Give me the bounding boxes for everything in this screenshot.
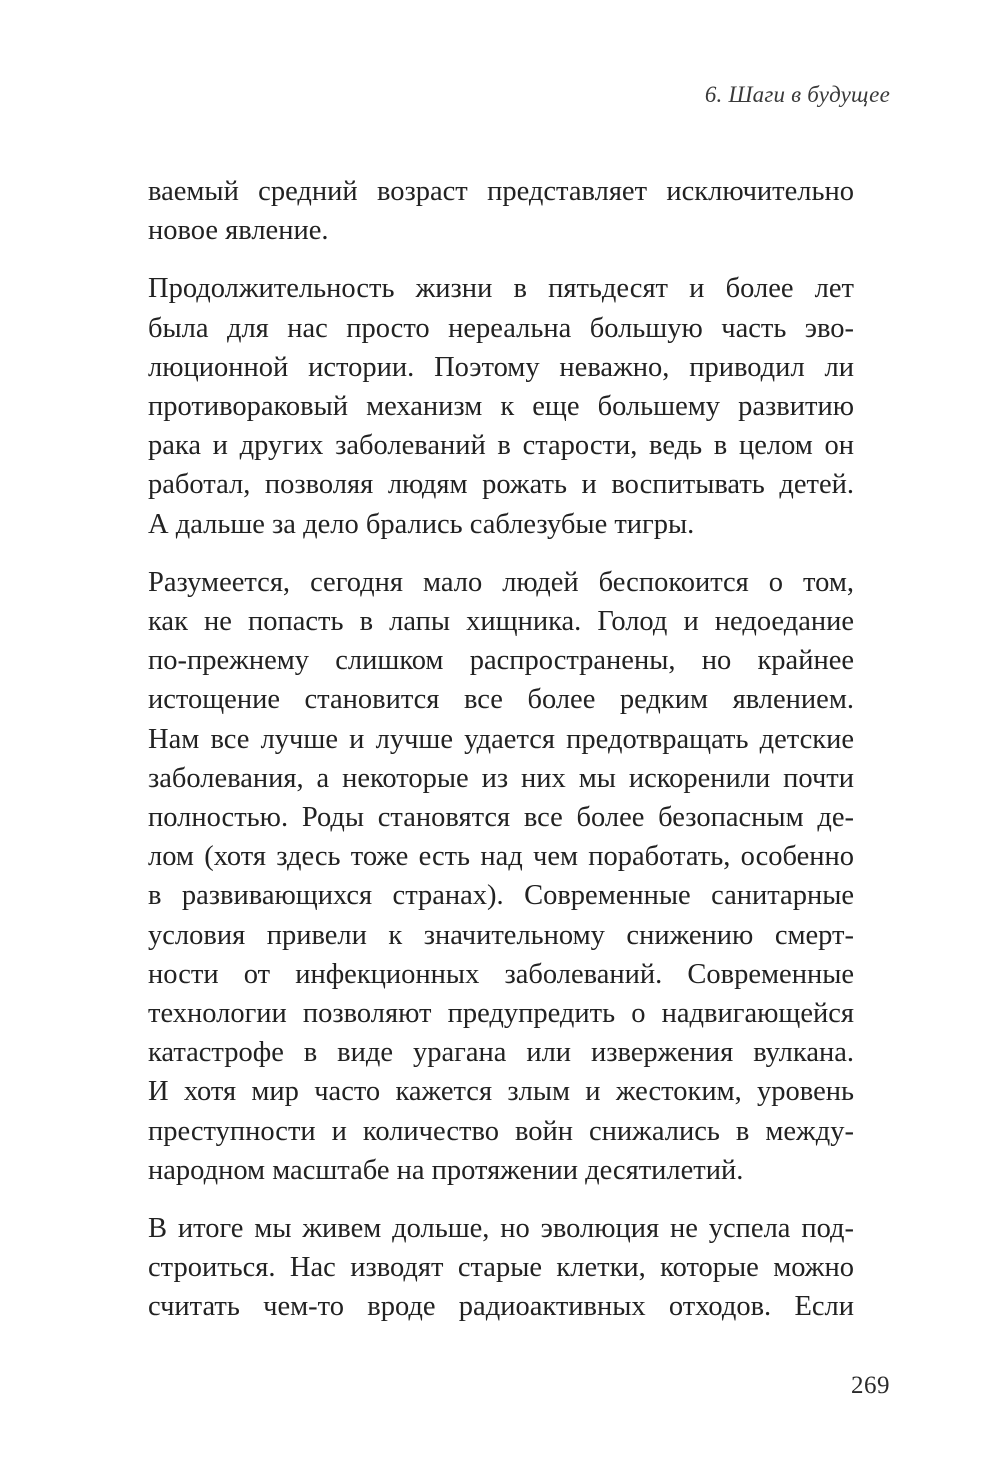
text-line: как не попасть в лапы хищника. Голод и недоедание: [148, 606, 854, 638]
text-line: по-прежнему слишком распространены, но крайнее: [148, 645, 854, 677]
text-line: люционной истории. Поэтому неважно, приводил ли: [148, 351, 854, 383]
text-line: ности от инфекционных заболеваний. Современные: [148, 958, 854, 990]
text-line: полностью. Роды становятся все более безопасным де-: [148, 802, 854, 834]
text-line: В итоге мы живем дольше, но эволюция не успела под-: [148, 1213, 854, 1245]
text-line: противораковый механизм к еще большему развитию: [148, 391, 854, 423]
running-head: 6. Шаги в будущее: [704, 82, 890, 107]
text-line: новое явление.: [148, 215, 329, 247]
text-line: условия привели к значительному снижению смерт-: [148, 919, 854, 951]
text-line: катастрофе в виде урагана или извержения вулкана.: [148, 1037, 854, 1069]
text-line: А дальше за дело брались саблезубые тигры.: [148, 508, 695, 540]
body-text: [148, 172, 854, 1346]
text-line: И хотя мир часто кажется злым и жестоким, уровень: [148, 1076, 854, 1108]
text-line: работал, позволяя людям рожать и воспитывать детей.: [148, 469, 854, 501]
text-line: истощение становится все более редким явлением.: [148, 684, 854, 716]
page-number: 269: [851, 1372, 890, 1399]
paragraph: [148, 269, 854, 543]
text-line: заболевания, а некоторые из них мы искоренили почти: [148, 762, 854, 794]
text-line: технологии позволяют предупредить о надвигающейся: [148, 998, 854, 1030]
text-line: была для нас просто нереальна большую часть эво-: [148, 312, 854, 344]
paragraph: [148, 172, 854, 250]
text-line: лом (хотя здесь тоже есть над чем поработать, особенно: [148, 841, 854, 873]
text-line: ваемый средний возраст представляет исключительно: [148, 176, 854, 207]
text-line: в развивающихся странах). Современные санитарные: [148, 880, 854, 912]
text-line: строиться. Нас изводят старые клетки, которые можно: [148, 1252, 854, 1284]
paragraph: [148, 1209, 854, 1327]
text-line: народном масштабе на протяжении десятилетий.: [148, 1154, 744, 1186]
paragraph: [148, 563, 854, 1190]
text-line: рака и других заболеваний в старости, ведь в целом он: [148, 430, 854, 462]
text-line: Продолжительность жизни в пятьдесят и более лет: [148, 273, 854, 305]
text-line: Разумеется, сегодня мало людей беспокоится о том,: [148, 566, 854, 598]
text-line: считать чем-то вроде радиоактивных отходов. Если: [148, 1291, 854, 1323]
text-line: Нам все лучше и лучше удается предотвращать детские: [148, 723, 854, 755]
text-line: преступности и количество войн снижались в между-: [148, 1115, 854, 1147]
